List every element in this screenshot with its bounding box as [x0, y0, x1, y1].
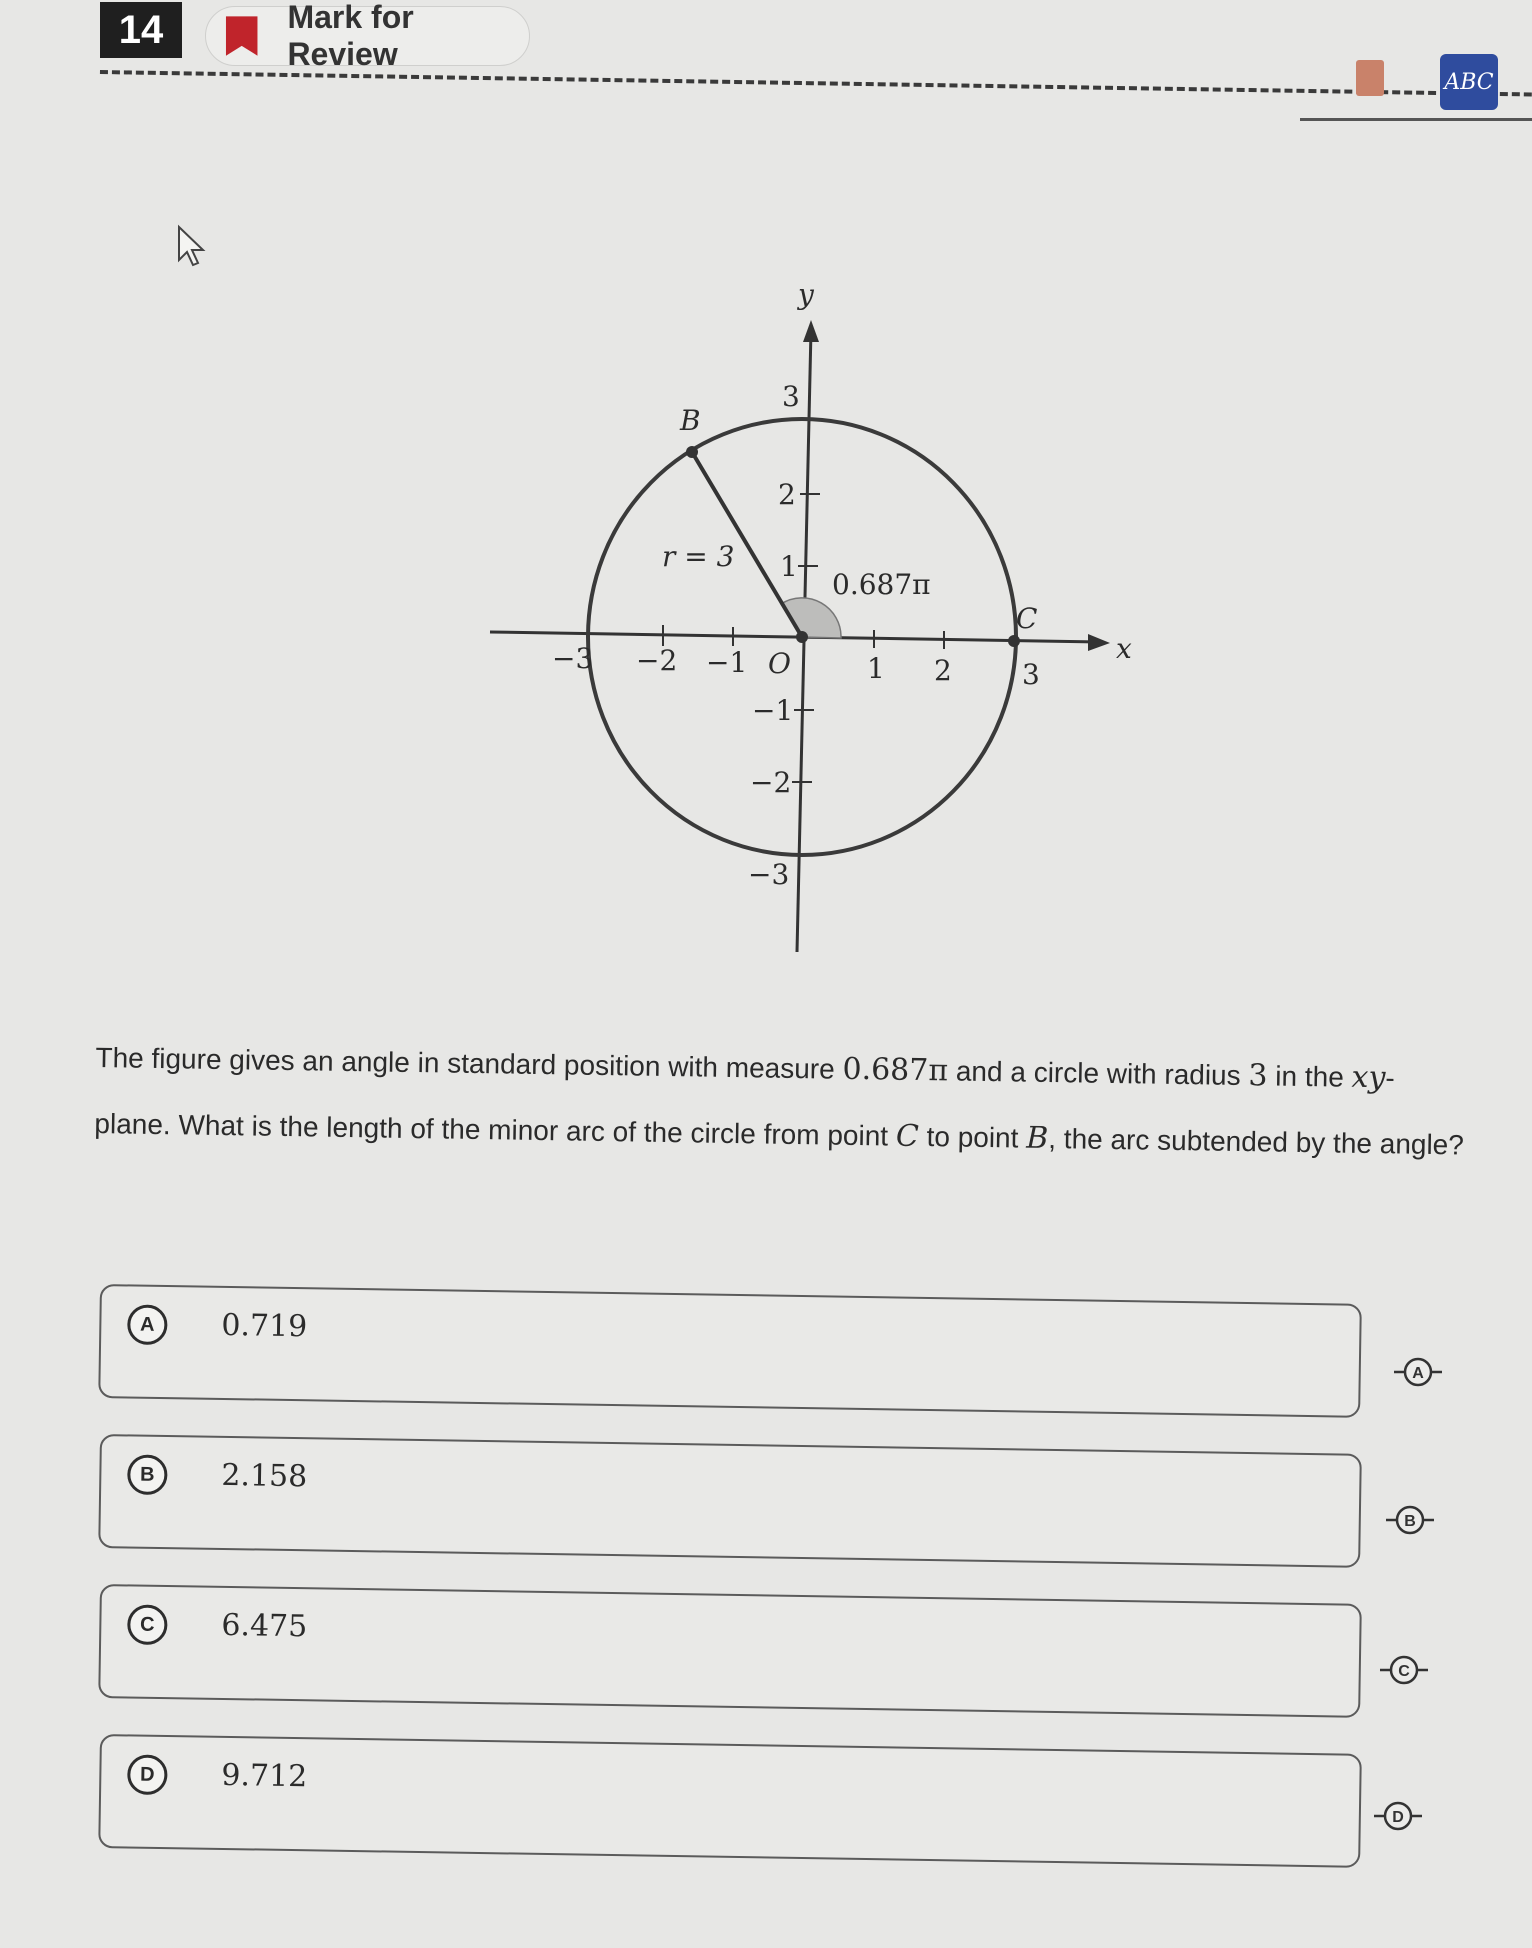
- x-tick-label: 2: [934, 654, 952, 687]
- eliminate-d-icon[interactable]: [1372, 1796, 1424, 1836]
- choice-letter-badge: D: [127, 1754, 168, 1795]
- answer-choice-d[interactable]: [98, 1734, 1362, 1868]
- eliminate-letter: B: [1404, 1513, 1416, 1530]
- choice-letter-badge: A: [127, 1304, 168, 1345]
- eliminate-a-icon[interactable]: [1392, 1352, 1444, 1392]
- x-axis-label: x: [1116, 632, 1132, 665]
- angle-label: 0.687π: [832, 568, 931, 601]
- y-tick-label: −3: [748, 858, 790, 891]
- question-text: [94, 1025, 1466, 1179]
- mark-for-review-label: Mark for Review: [287, 0, 414, 72]
- origin-point: [796, 631, 808, 643]
- y-tick-label: −1: [752, 694, 794, 727]
- highlighter-icon[interactable]: [1356, 60, 1384, 96]
- x-tick-label: −2: [636, 644, 678, 677]
- mark-for-review-button[interactable]: [205, 0, 530, 72]
- strikethrough-tool-label: ABC: [1444, 69, 1494, 95]
- y-axis-arrow: [803, 320, 819, 342]
- question-part: The figure gives an angle in standard position with measure: [95, 1041, 843, 1085]
- question-part: in the: [1267, 1060, 1352, 1093]
- x-tick-label: −3: [552, 642, 594, 675]
- point-c: [1008, 635, 1020, 647]
- origin-label: O: [768, 647, 791, 680]
- header-rule: [1300, 118, 1532, 121]
- choice-letter-badge: B: [127, 1454, 168, 1495]
- question-header: [0, 0, 1532, 122]
- answer-choice-b[interactable]: [98, 1434, 1362, 1568]
- y-axis-label: y: [798, 278, 814, 311]
- point-b-ref: B: [1025, 1120, 1049, 1156]
- choice-value: 6.475: [221, 1607, 308, 1645]
- answer-choice-a[interactable]: [98, 1284, 1362, 1418]
- y-tick-label: 2: [778, 478, 796, 511]
- point-b-label: B: [680, 404, 701, 437]
- unit-circle-figure: [470, 270, 1150, 970]
- y-tick-label: 3: [782, 380, 800, 413]
- question-number: 14: [100, 2, 182, 58]
- question-part: and a circle with radius: [947, 1055, 1249, 1092]
- y-tick-label: −2: [750, 766, 792, 799]
- point-c-label: C: [1016, 602, 1038, 635]
- question-part: , the arc subtended by the angle?: [1048, 1122, 1465, 1161]
- eliminate-letter: C: [1398, 1663, 1410, 1680]
- point-c-ref: C: [895, 1118, 920, 1154]
- answer-choice-c[interactable]: [98, 1584, 1362, 1718]
- question-part: -plane. What is the length of the minor arc of the circle from point: [94, 1062, 1396, 1152]
- x-tick-label: 3: [1022, 658, 1040, 691]
- header-divider: [100, 70, 1532, 96]
- eliminate-letter: D: [1392, 1809, 1404, 1826]
- strikethrough-tool-icon[interactable]: [1440, 54, 1498, 110]
- question-part: to point: [918, 1120, 1027, 1154]
- bookmark-icon: [224, 14, 259, 58]
- eliminate-letter: A: [1412, 1365, 1424, 1382]
- x-axis-arrow: [1088, 634, 1110, 651]
- x-tick-label: 1: [867, 652, 885, 685]
- choice-value: 2.158: [221, 1457, 308, 1495]
- eliminate-b-icon[interactable]: [1384, 1500, 1436, 1540]
- choice-value: 9.712: [221, 1757, 308, 1795]
- choice-value: 0.719: [221, 1307, 308, 1345]
- eliminate-c-icon[interactable]: [1378, 1650, 1430, 1690]
- mouse-cursor-icon: [176, 224, 206, 268]
- angle-measure: 0.687π: [842, 1051, 949, 1089]
- y-tick-label: 1: [780, 550, 798, 583]
- radius-value: 3: [1248, 1058, 1268, 1094]
- x-tick-label: −1: [706, 646, 748, 679]
- plane-variable: xy: [1351, 1059, 1386, 1096]
- radius-label: r = 3: [662, 540, 735, 573]
- point-b: [686, 446, 698, 458]
- choice-letter-badge: C: [127, 1604, 168, 1645]
